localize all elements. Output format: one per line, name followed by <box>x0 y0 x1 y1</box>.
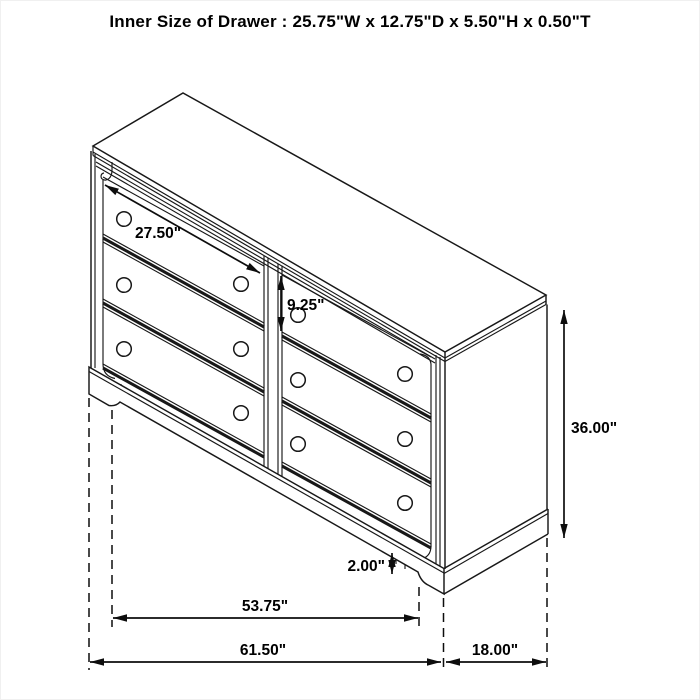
drawer-knob <box>234 406 249 421</box>
base-molding-line <box>89 372 444 574</box>
drawer-knob <box>234 277 249 292</box>
dimension-label-overall-depth: 18.00" <box>471 642 519 659</box>
drawer-knob <box>398 496 413 511</box>
drawer-knob <box>291 373 306 388</box>
base-side-top-edge <box>444 509 548 569</box>
drawer-knob <box>291 437 306 452</box>
dresser-drawing <box>89 93 548 594</box>
drawer-knob <box>398 432 413 447</box>
dimension-label-base-height: 2.00" <box>347 558 385 575</box>
dimension-label-overall-width: 61.50" <box>239 642 287 659</box>
extension-lines <box>89 398 547 670</box>
drawer-knob <box>117 342 132 357</box>
dimension-label-drawer-front-height: 9.25" <box>287 297 325 314</box>
dimension-label-drawer-width: 27.50" <box>135 225 182 242</box>
drawer-knob <box>398 367 413 382</box>
dimension-overall-depth <box>446 642 546 662</box>
drawer-knob <box>117 278 132 293</box>
drawer-knob <box>117 212 132 227</box>
dimension-inner-width <box>113 598 418 618</box>
dimension-overall-width <box>90 642 441 662</box>
corner-bracket-top-left <box>101 162 112 180</box>
drawer-knob <box>234 342 249 357</box>
dimension-label-overall-height: 36.00" <box>571 420 618 437</box>
dresser-base <box>89 367 548 594</box>
dresser-dimension-diagram <box>1 1 700 700</box>
page-title: Inner Size of Drawer : 25.75"W x 12.75"D x 5.50"H x 0.50"T <box>109 12 591 31</box>
dimension-label-inner-width: 53.75" <box>241 598 289 615</box>
dimension-overall-height <box>564 310 617 538</box>
base-front-face <box>89 367 444 594</box>
dimension-base-height <box>347 553 392 575</box>
